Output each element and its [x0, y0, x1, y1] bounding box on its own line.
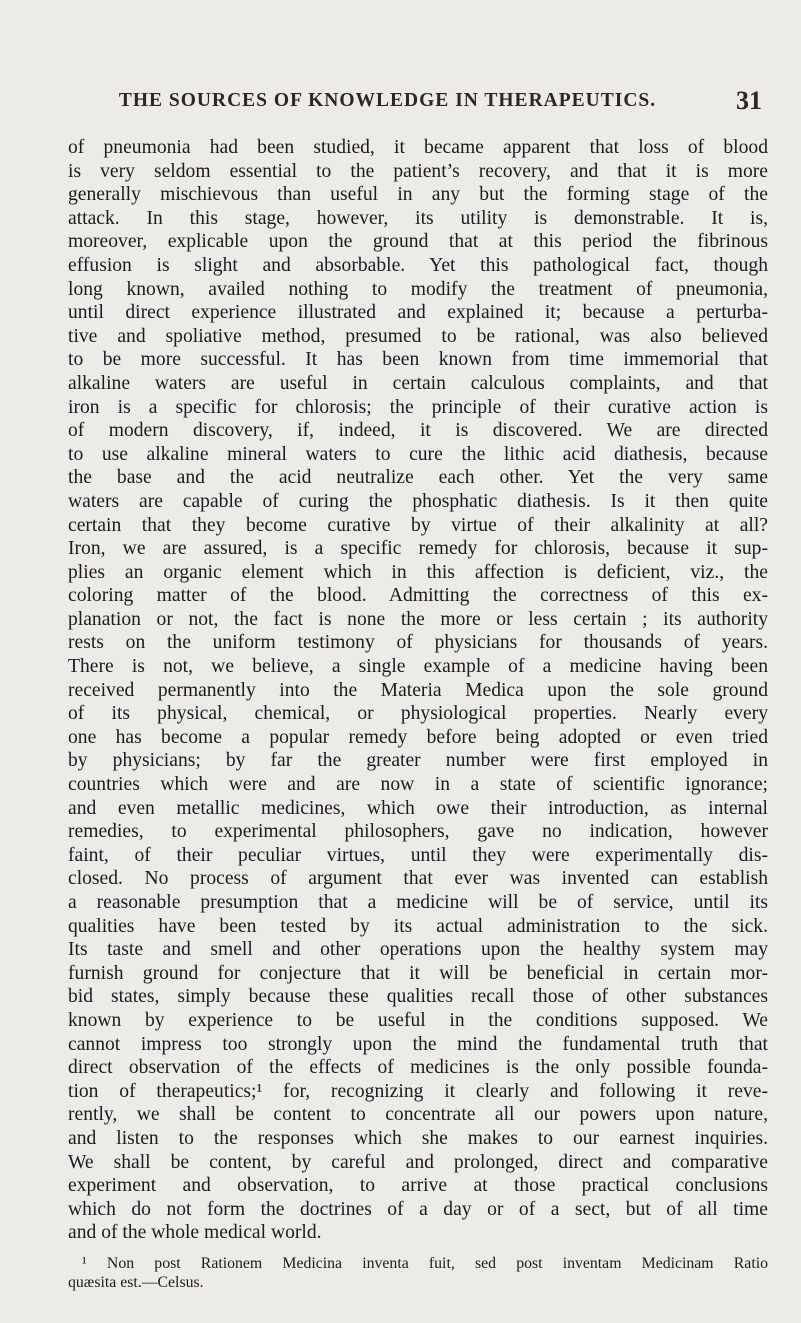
text-line: faint, of their peculiar virtues, until they were experimentally dis-: [68, 844, 768, 866]
running-head: [70, 84, 762, 118]
text-line: iron is a specific for chlorosis; the principle of their curative action is: [68, 396, 768, 418]
text-line: alkaline waters are useful in certain calculous complaints, and that: [68, 372, 768, 394]
body-paragraph: [68, 136, 768, 1245]
text-line: effusion is slight and absorbable. Yet this pathological fact, though: [68, 254, 768, 276]
footnote-line: quæsita est.—Celsus.: [68, 1274, 204, 1291]
text-line: by physicians; by far the greater number were first employed in: [68, 750, 768, 772]
text-line: planation or not, the fact is none the more or less certain ; its authority: [68, 608, 768, 630]
text-line: coloring matter of the blood. Admitting the correctness of this ex-: [68, 585, 768, 607]
text-line: and listen to the responses which she makes to our earnest inquiries.: [68, 1127, 768, 1149]
text-line: which do not form the doctrines of a day or of a sect, but of all time: [68, 1198, 768, 1220]
text-line: rently, we shall be content to concentrate all our powers upon nature,: [68, 1104, 768, 1126]
text-line: Iron, we are assured, is a specific remedy for chlorosis, because it sup-: [68, 538, 768, 560]
text-line: the base and the acid neutralize each other. Yet the very same: [68, 467, 768, 489]
text-line: cannot impress too strongly upon the mind the fundamental truth that: [68, 1033, 768, 1055]
text-line: experiment and observation, to arrive at those practical conclusions: [68, 1175, 768, 1197]
text-line: of modern discovery, if, indeed, it is discovered. We are directed: [68, 420, 768, 442]
footnote: [68, 1254, 768, 1292]
text-line: long known, availed nothing to modify the treatment of pneumonia,: [68, 278, 768, 300]
text-line: certain that they become curative by virtue of their alkalinity at all?: [68, 514, 768, 536]
text-line: to use alkaline mineral waters to cure the lithic acid diathesis, because: [68, 443, 768, 465]
text-line: waters are capable of curing the phosphatic diathesis. Is it then quite: [68, 490, 768, 512]
text-line: bid states, simply because these qualities recall those of other substances: [68, 986, 768, 1008]
text-line: generally mischievous than useful in any but the forming stage of the: [68, 184, 768, 206]
page-number: 31: [736, 86, 762, 115]
running-title: THE SOURCES OF KNOWLEDGE IN THERAPEUTICS.: [118, 90, 657, 111]
text-line: rests on the uniform testimony of physicians for thousands of years.: [68, 632, 768, 654]
text-line: attack. In this stage, however, its utility is demonstrable. It is,: [68, 207, 768, 229]
text-line: closed. No process of argument that ever was invented can establish: [68, 868, 768, 890]
text-line: direct observation of the effects of medicines is the only possible founda-: [68, 1057, 768, 1079]
text-line: until direct experience illustrated and explained it; because a perturba-: [68, 302, 768, 324]
text-line: of pneumonia had been studied, it became apparent that loss of blood: [68, 137, 768, 158]
text-line: remedies, to experimental philosophers, gave no indication, however: [68, 821, 768, 843]
text-line: There is not, we believe, a single example of a medicine having been: [68, 656, 768, 678]
text-line: and of the whole medical world.: [68, 1222, 322, 1244]
text-line: one has become a popular remedy before being adopted or even tried: [68, 726, 768, 748]
text-line: tive and spoliative method, presumed to be rational, was also believed: [68, 325, 768, 347]
text-line: is very seldom essential to the patient’s recovery, and that it is more: [68, 160, 768, 182]
text-line: furnish ground for conjecture that it will be beneficial in certain mor-: [68, 962, 768, 984]
text-line: qualities have been tested by its actual administration to the sick.: [68, 915, 768, 937]
text-line: of its physical, chemical, or physiological properties. Nearly every: [68, 703, 768, 725]
text-line: We shall be content, by careful and prolonged, direct and comparative: [68, 1151, 768, 1173]
text-line: Its taste and smell and other operations upon the healthy system may: [68, 939, 768, 961]
footnote-line: ¹ Non post Rationem Medicina inventa fuit, sed post inventam Medicinam Ratio: [82, 1255, 768, 1272]
text-line: to be more successful. It has been known from time immemorial that: [68, 349, 768, 371]
text-line: countries which were and are now in a state of scientific ignorance;: [68, 774, 768, 796]
text-line: and even metallic medicines, which owe their introduction, as internal: [68, 797, 768, 819]
text-line: received permanently into the Materia Medica upon the sole ground: [68, 679, 768, 701]
text-line: tion of therapeutics;¹ for, recognizing it clearly and following it reve-: [68, 1080, 768, 1102]
text-line: moreover, explicable upon the ground that at this period the fibrinous: [68, 231, 768, 253]
text-line: plies an organic element which in this affection is deficient, viz., the: [68, 561, 768, 583]
text-line: a reasonable presumption that a medicine will be of service, until its: [68, 892, 768, 913]
text-line: known by experience to be useful in the conditions supposed. We: [68, 1009, 768, 1031]
